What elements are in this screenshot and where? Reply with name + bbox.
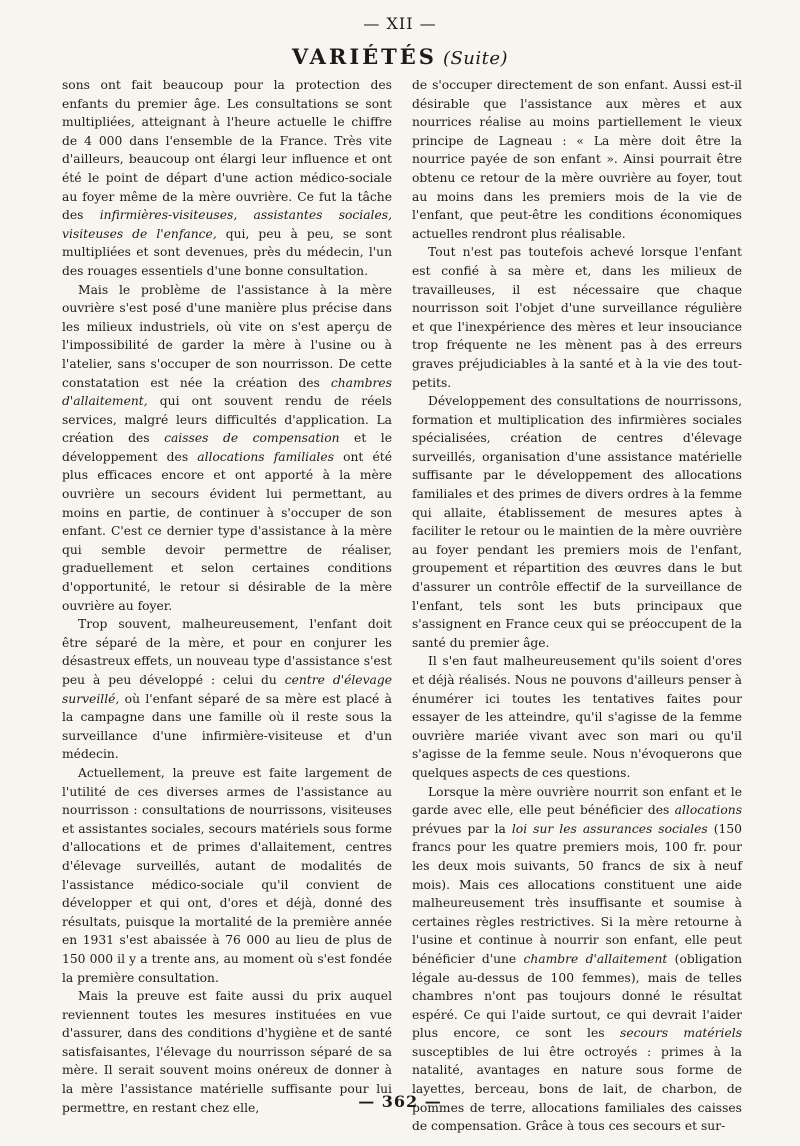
italic-term: allocations familiales: [197, 449, 334, 464]
heading-title: VARIÉTÉS: [291, 44, 437, 69]
text-run: Trop souvent, malheureusement, l'enfant doit être séparé de la mère, et pour en conjurer les désastreux effets, un nouveau type d'assistance s'est peu à peu développé : celui du: [62, 617, 392, 687]
text-run: Mais la preuve est faite aussi du prix auquel reviennent toutes les mesures instituées en vue d'assurer, dans des conditions d'hygiène et de santé satisfaisantes, l'élevage du nourrisson séparé de sa mère. Il serait souvent moins onéreux de donner à la mère l'assistance matérielle suffisante pour lui permettre, en restant chez elle,: [62, 989, 392, 1115]
italic-term: secours matériels: [620, 1026, 742, 1041]
text-run: prévues par la: [412, 821, 512, 836]
text-run: (150 francs pour les quatre premiers mois, 100 fr. pour les deux mois suivants, 50 francs de six à neuf mois). Mais ces allocations constituent une aide malheureusement très insuffisante et soumise à certaines règles restrictives. Si la mère retourne à l'usine et continue à nourrir son enfant, elle peut bénéficier d'une: [412, 821, 742, 966]
text-run: susceptibles de lui être octroyés : primes à la natalité, avantages en nature sous forme de layettes, berceau, bons de lait, de charbon, de pommes de terre, allocations familiales des caisses de compensation. Grâce à tous ces secours et sur-: [412, 1044, 742, 1134]
text-run: Il s'en faut malheureusement qu'ils soient d'ores et déjà réalisés. Nous ne pouvons d'ailleurs penser à énumérer ici toutes les tentatives faites pour essayer de les atteindre, qu'il s'agisse de la femme ouvrière mariée vivant avec son mari ou qu'il s'agisse de la femme seule. Nous n'évoquerons que quelques aspects de ces questions.: [412, 654, 742, 780]
paragraph: [412, 783, 742, 1136]
section-number: — XII —: [363, 14, 437, 33]
text-run: sons ont fait beaucoup pour la protection des enfants du premier âge. Les consultations se sont multipliées, atteignant à l'heure actuelle le chiffre de 4 000 dans l'ensemble de la France. Très vite d'ailleurs, beaucoup ont élargi leur influence et ont été le point de départ d'une action médico-sociale au foyer même de la mère ouvrière. Ce fut la tâche des: [62, 78, 392, 223]
italic-term: centre d'élevage surveillé,: [62, 673, 392, 706]
italic-term: caisses de compensation: [164, 431, 340, 446]
paragraph: [412, 392, 742, 652]
paragraph-continuation: [412, 76, 742, 243]
italic-term: chambres d'allaitement,: [62, 375, 392, 409]
italic-term: infirmières-visiteuses, assistantes sociales, visiteuses de l'enfance,: [62, 208, 392, 241]
text-run: Développement des consultations de nourrissons, formation et multiplication des infirmières sociales spécialisées, création de centres d'élevage surveillés, organisation d'une assistance matérielle suffisante par le développement des allocations familiales et des primes de divers ordres à la femme qui allaite, établissement de mesures aptes à faciliter le retour ou le maintien de la mère ouvrière au foyer pendant les premiers mois de l'enfant, groupement et répartition des œuvres dans le but d'assurer un contrôle effectif de la surveillance de l'enfant, tels sont les buts principaux que s'assignent en France ceux qui se préoccupent de la santé du premier âge.: [412, 394, 742, 650]
text-run: ont été plus efficaces encore et ont apporté à la mère ouvrière un secours évident lui permettant, au moins en partie, de continuer à s'occuper de son enfant. C'est ce dernier type d'assistance à la mère qui semble devoir permettre de réaliser, graduellement et selon certaines conditions d'opportunité, le retour si désirable de la mère ouvrière au foyer.: [62, 449, 392, 613]
italic-term: allocations: [674, 803, 742, 818]
paragraph: [62, 615, 392, 764]
italic-term: loi sur les assurances sociales: [511, 821, 708, 836]
left-column: [62, 76, 392, 1115]
text-run: de s'occuper directement de son enfant. Aussi est-il désirable que l'assistance aux mères et aux nourrices réalise au moins partiellement le vieux principe de Lagneau : « La mère doit être la nourrice payée de son enfant ». Ainsi pourrait être obtenu ce retour de la mère ouvrière au foyer, tout au moins dans les premiers mois de la vie de l'enfant, que peut-être les conditions économiques actuelles rendront plus réalisable.: [412, 78, 742, 241]
paragraph: [62, 764, 392, 987]
italic-term: chambre d'allaitement: [523, 951, 668, 966]
text-run: Tout n'est pas toutefois achevé lorsque l'enfant est confié à sa mère et, dans les milieux de travailleuses, il est nécessaire que chaque nourrisson soit l'objet d'une surveillance régulière et que l'inexpérience des mères et leur insouciance trop fréquente ne les mènent pas à des erreurs graves préjudiciables à la santé et à la vie des tout-petits.: [412, 245, 742, 390]
heading-suffix: (Suite): [442, 48, 509, 69]
text-run: (obligation légale au-dessus de 100 femmes), mais de telles chambres n'ont pas toujours donné le résultat espéré. Ce qui l'aide surtout, ce qui devrait l'aider plus encore, ce sont les: [412, 951, 742, 1041]
text-run: Lorsque la mère ouvrière nourrit son enfant et le garde avec elle, elle peut bénéficier des: [412, 784, 742, 818]
text-run: qui, peu à peu, se sont multipliées et sont devenues, près du médecin, l'un des rouages essentiels d'une bonne consultation.: [62, 226, 392, 278]
page-number: — 362 —: [358, 1092, 442, 1111]
text-run: qui ont souvent rendu de réels services, malgré leurs difficultés d'application. La création des: [62, 394, 392, 446]
text-run: et le développement des: [62, 431, 392, 464]
text-run: où l'enfant séparé de sa mère est placé à la campagne dans une famille où il reste sous la surveillance d'une infirmière-visiteuse et d'un médecin.: [62, 691, 392, 762]
paragraph: [412, 243, 742, 392]
text-run: Mais le problème de l'assistance à la mère ouvrière s'est posé d'une manière plus précise dans les milieux industriels, où vite on s'est aperçu de l'impossibilité de garder la mère à l'usine ou à l'atelier, sans s'occuper de son nourrisson. De cette constatation est née la création des: [62, 282, 392, 390]
paragraph: [62, 281, 392, 616]
text-run: Actuellement, la preuve est faite largement de l'utilité de ces diverses armes de l'assistance au nourrisson : consultations de nourrissons, visiteuses et assistantes sociales, secours matériels sous forme d'allocations et de primes d'allaitement, centres d'élevage surveillés, autant de modalités de l'assistance médico-sociale qu'il convient de développer et qui ont, d'ores et déjà, donné des résultats, puisque la mortalité de la première année en 1931 s'est abaissée à 76 000 au lieu de plus de 150 000 il y a trente ans, au moment où s'est fondée la première consultation.: [62, 765, 392, 985]
paragraph-continuation: [62, 76, 392, 281]
paragraph: [412, 652, 742, 782]
page-heading: [0, 44, 800, 69]
right-column: [412, 76, 742, 1134]
